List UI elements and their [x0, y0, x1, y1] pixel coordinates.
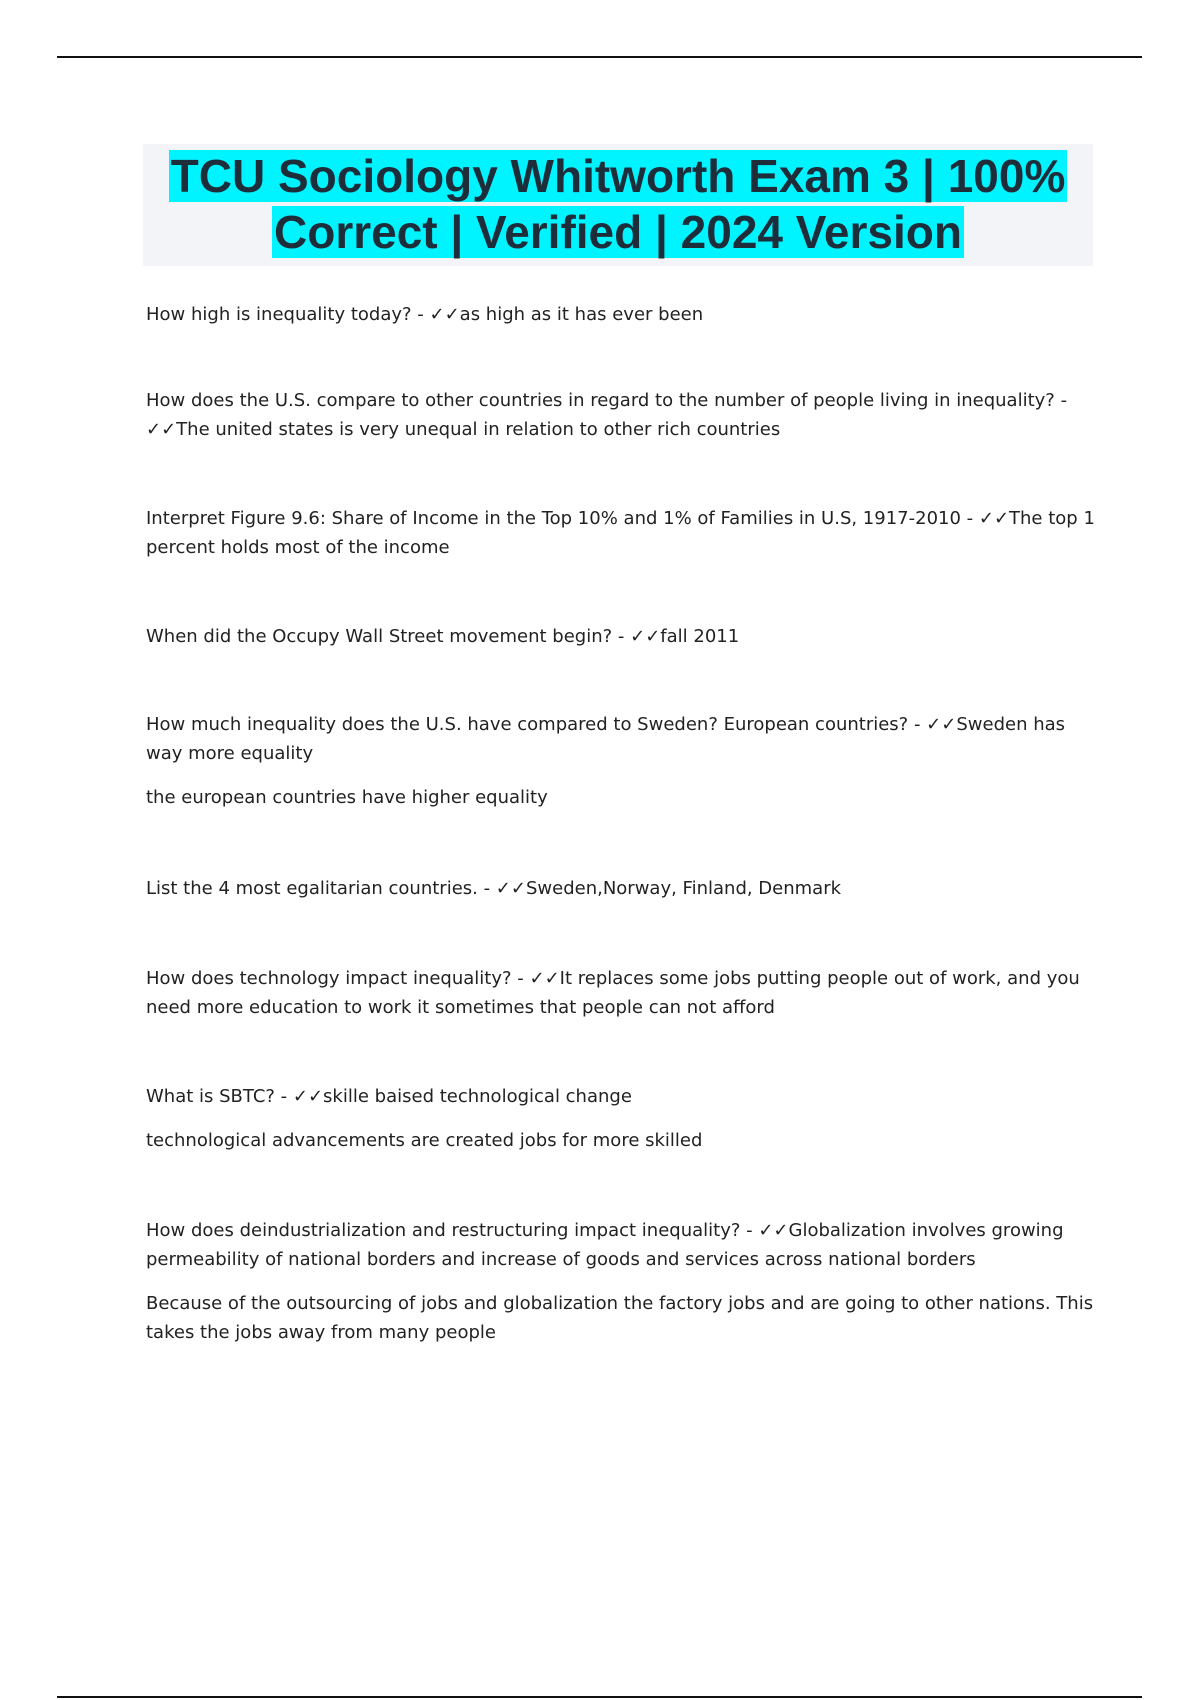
- qa-question-answer: How does the U.S. compare to other countries in regard to the number of people living in inequality? - ✓✓The united states is very unequal in relation to other rich countries: [146, 390, 1068, 440]
- qa-question-answer: When did the Occupy Wall Street movement begin? - ✓✓fall 2011: [146, 626, 740, 647]
- bottom-rule: [57, 1696, 1142, 1698]
- qa-question-answer: How does deindustrialization and restructuring impact inequality? - ✓✓Globalization involves growing permeability of national borders and increase of goods and services across national borders: [146, 1220, 1064, 1270]
- qa-question-answer: How high is inequality today? - ✓✓as high as it has ever been: [146, 304, 704, 325]
- qa-item: [146, 386, 1096, 444]
- top-rule: [57, 56, 1142, 58]
- title-line-1: TCU Sociology Whitworth Exam 3 | 100%: [170, 150, 1066, 202]
- qa-item: [146, 300, 703, 329]
- qa-answer-continued: Because of the outsourcing of jobs and globalization the factory jobs and are going to other nations. This takes the jobs away from many people: [146, 1293, 1094, 1343]
- qa-item: [146, 622, 739, 651]
- qa-item: [146, 710, 1096, 812]
- qa-item: [146, 964, 1096, 1022]
- qa-item: [146, 874, 841, 903]
- qa-item: [146, 1082, 702, 1155]
- qa-question-answer: How much inequality does the U.S. have compared to Sweden? European countries? - ✓✓Sweden has way more equality: [146, 714, 1066, 764]
- qa-item: [146, 1216, 1096, 1347]
- qa-answer-continued: the european countries have higher equality: [146, 787, 548, 808]
- qa-question-answer: Interpret Figure 9.6: Share of Income in the Top 10% and 1% of Families in U.S, 1917-2010 - ✓✓The top 1 percent holds most of the income: [146, 508, 1095, 558]
- qa-question-answer: How does technology impact inequality? - ✓✓It replaces some jobs putting people out of work, and you need more education to work it sometimes that people can not afford: [146, 968, 1080, 1018]
- title-line-2: Correct | Verified | 2024 Version: [274, 206, 962, 258]
- qa-question-answer: What is SBTC? - ✓✓skille baised technological change: [146, 1086, 632, 1107]
- qa-question-answer: List the 4 most egalitarian countries. - ✓✓Sweden,Norway, Finland, Denmark: [146, 878, 842, 899]
- document-title: [143, 144, 1093, 266]
- qa-answer-continued: technological advancements are created jobs for more skilled: [146, 1130, 703, 1151]
- qa-item: [146, 504, 1096, 562]
